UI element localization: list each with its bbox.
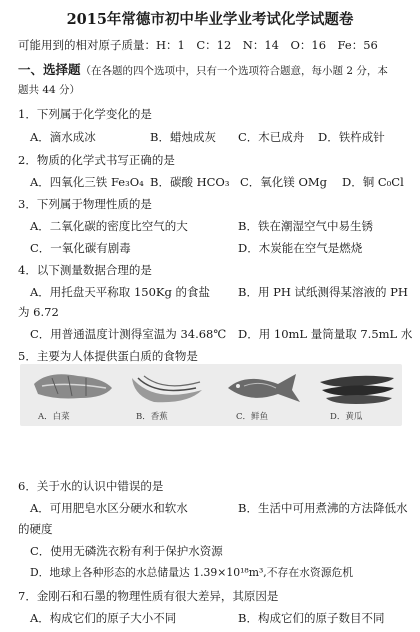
section1-instruction-cont: 题共 44 分）	[18, 84, 81, 96]
q1-option-c: C．木已成舟	[238, 130, 305, 144]
q4-option-b-cont: 为 6.72	[18, 305, 59, 319]
section1-heading: 一、选择题	[18, 62, 81, 77]
section1-heading-line	[18, 60, 388, 78]
q5-stem: 5．主要为人体提供蛋白质的食物是	[18, 349, 198, 363]
fish-caption: C．鲜鱼	[236, 412, 269, 422]
q7-option-a: A．构成它们的原子大小不同	[30, 611, 177, 625]
cabbage-caption: A．白菜	[38, 412, 70, 422]
q4-option-d: D．用 10mL 量筒量取 7.5mL 水	[238, 327, 413, 341]
q6-option-d: D．地球上各种形态的水总储量达 1.39×10¹⁸m³,不存在水资源危机	[30, 566, 354, 579]
q7-option-b: B．构成它们的原子数目不同	[238, 611, 385, 625]
q4-option-a: A．用托盘天平称取 150Kg 的食盐	[30, 285, 211, 299]
atomic-masses-line: 可能用到的相对原子质量：H：1 C：12 N：14 O：16 Fe：56	[18, 38, 378, 52]
banana-caption: B．香蕉	[136, 412, 168, 422]
q6-option-c: C．使用无磷洗衣粉有利于保护水资源	[30, 544, 223, 558]
q1-stem: 1．下列属于化学变化的是	[18, 107, 152, 121]
q1-option-d: D．铁杵成针	[318, 130, 385, 144]
q3-option-b: B．铁在潮湿空气中易生锈	[238, 219, 373, 233]
q7-stem: 7．金刚石和石墨的物理性质有很大差异，其原因是	[18, 589, 279, 603]
q3-option-d: D．木炭能在空气是燃烧	[238, 241, 363, 255]
cucumber-caption: D．黄瓜	[330, 412, 363, 422]
section1-instruction: （在各题的四个选项中，只有一个选项符合题意，每小题 2 分，本	[80, 65, 388, 77]
q2-stem: 2．物质的化学式书写正确的是	[18, 153, 175, 167]
exam-title: 2015年常德市初中毕业学业考试化学试题卷	[66, 11, 354, 28]
q1-option-b: B．蜡烛成灰	[150, 130, 216, 144]
q2-option-a: A．四氧化三铁 Fe₃O₄	[30, 175, 144, 189]
q3-option-c: C．一氧化碳有剧毒	[30, 241, 131, 255]
q6-option-b-cont: 的硬度	[18, 522, 53, 536]
q2-option-b: B．碳酸 HCO₃	[150, 175, 230, 189]
q4-option-c: C．用普通温度计测得室温为 34.68℃	[30, 327, 227, 341]
q6-stem: 6．关于水的认识中错误的是	[18, 479, 164, 493]
q6-option-b: B．生活中可用煮沸的方法降低水	[238, 501, 408, 515]
cabbage-image	[28, 364, 116, 426]
fish-image	[220, 364, 308, 426]
q3-stem: 3．下列属于物理性质的是	[18, 197, 152, 211]
q1-option-a: A．滴水成冰	[30, 130, 96, 144]
q6-option-a: A．可用肥皂水区分硬水和软水	[30, 501, 188, 515]
q4-option-b: B．用 PH 试纸测得某溶液的 PH	[238, 285, 408, 299]
q4-stem: 4．以下测量数据合理的是	[18, 263, 152, 277]
q2-option-d: D．铜 C₀Cl	[342, 175, 404, 189]
q3-option-a: A．二氧化碳的密度比空气的大	[30, 219, 188, 233]
banana-image	[124, 364, 212, 426]
food-images-strip	[20, 364, 402, 426]
q2-option-c: C．氧化镁 OMg	[240, 175, 328, 189]
cucumber-image	[316, 364, 398, 426]
